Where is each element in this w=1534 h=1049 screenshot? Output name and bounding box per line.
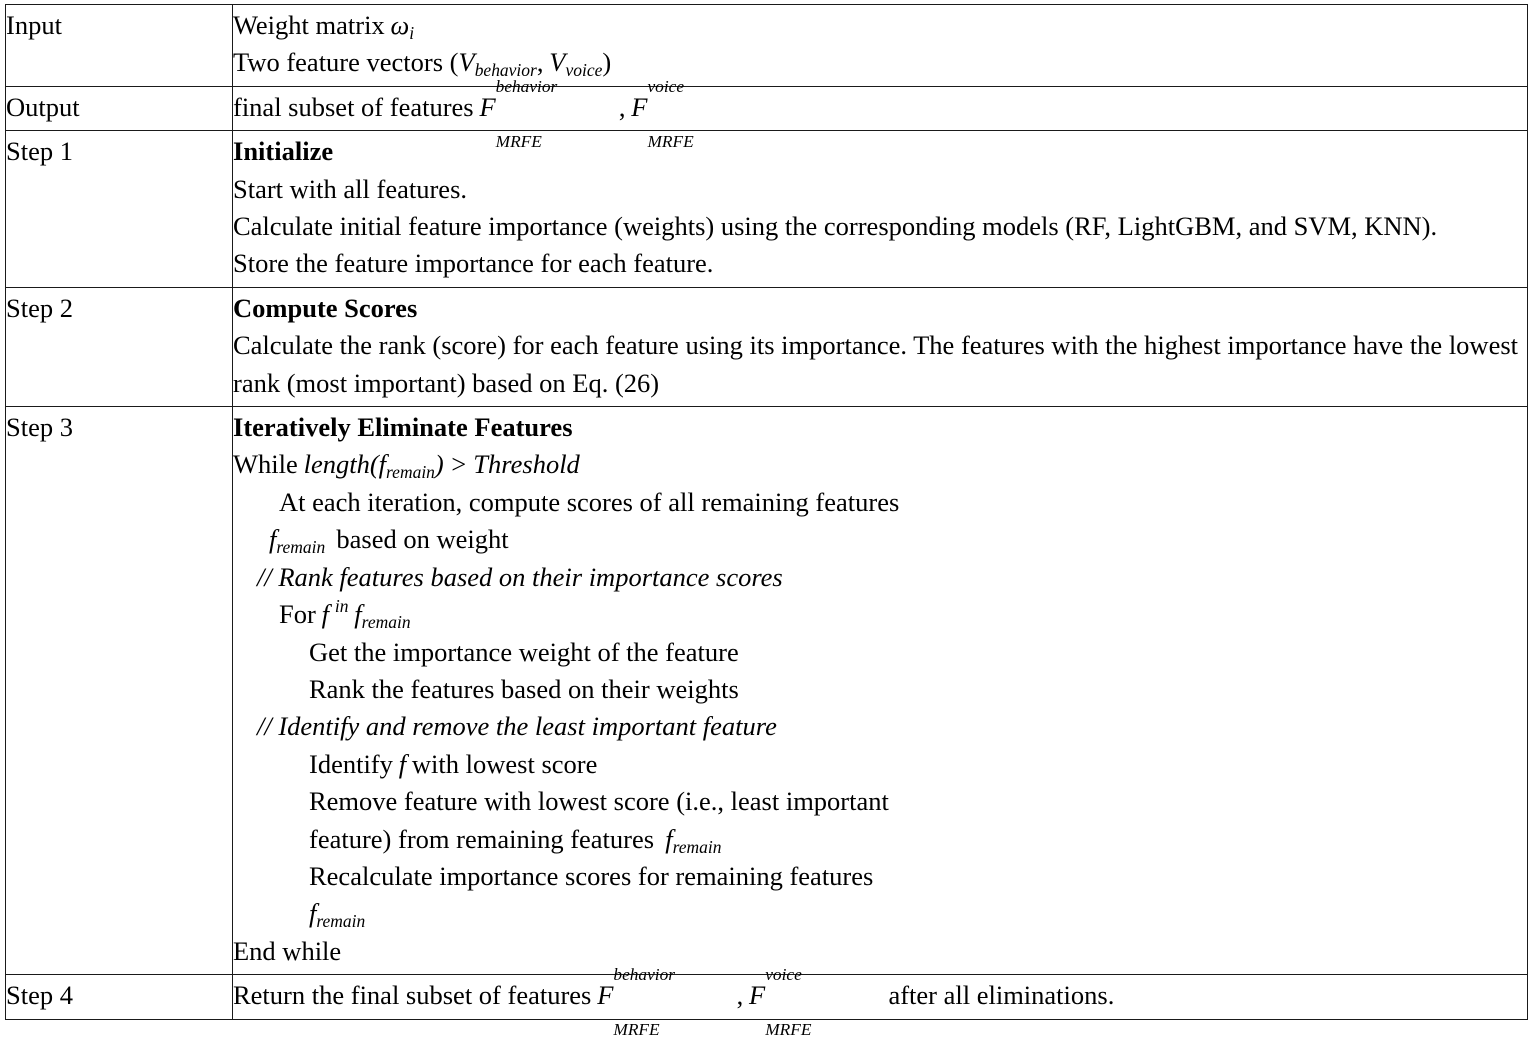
table-row-output — [6, 86, 1528, 130]
f-subscript-remain: remain — [672, 836, 722, 857]
input-line-feature-vectors-prefix: Two feature vectors ( — [233, 47, 459, 78]
f-symbol-behavior: F — [479, 91, 496, 122]
algorithm-table — [5, 4, 1528, 1040]
row-body-input — [233, 5, 1528, 87]
f-subscript-remain: remain — [386, 462, 435, 483]
label-text: Input — [6, 10, 62, 40]
f-symbol: f — [665, 823, 673, 854]
f-superscript-voice: voice — [647, 76, 685, 96]
step3-line-fremain-weight — [233, 521, 1527, 558]
output-comma: , — [618, 91, 626, 122]
f-subscript-remain: remain — [316, 911, 366, 932]
table-row-step4 — [6, 975, 1528, 1019]
f-superscript-behavior: behavior — [613, 965, 676, 984]
input-close-paren: ) — [602, 47, 612, 78]
input-line-feature-vectors — [233, 44, 1527, 81]
label-text: Step 1 — [6, 136, 73, 167]
step3-line-end-while: End while — [233, 935, 342, 966]
row-body-step1 — [233, 131, 1528, 288]
table-row-step3 — [6, 407, 1528, 975]
input-line-weight-matrix-text: Weight matrix — [233, 10, 385, 40]
open-paren: ( — [369, 449, 379, 480]
f-symbol: f — [398, 748, 407, 779]
step3-line-at-each-iteration: At each iteration, compute scores of all remaining features — [279, 486, 900, 517]
row-body-output — [233, 76, 1528, 151]
f-subscript-remain: remain — [276, 537, 326, 558]
step3-line-fremain-alone — [233, 895, 1527, 932]
step1-line-3: Store the feature importance for each feature. — [233, 248, 714, 279]
row-label-step4 — [6, 975, 233, 1019]
step3-line-identify-lowest — [233, 746, 1527, 783]
step3-line-feature-from-remaining — [233, 821, 1527, 858]
in-keyword: in — [334, 596, 349, 617]
v-subscript-voice: voice — [565, 60, 603, 81]
f-subscript-remain: remain — [361, 611, 411, 632]
input-line-weight-matrix — [233, 7, 1527, 44]
threshold-symbol: Threshold — [473, 449, 580, 480]
step1-line-1: Start with all features. — [233, 173, 468, 204]
f-subscript-mrfe: MRFE — [765, 1020, 812, 1040]
f-symbol: f — [378, 449, 387, 480]
step3-comment-rank-features: // Rank features based on their importance scores — [257, 561, 783, 592]
v-symbol-behavior: V — [458, 47, 475, 78]
input-comma: , — [536, 47, 544, 78]
step4-comma: , — [736, 980, 744, 1011]
step4-suffix: after all eliminations. — [888, 980, 1115, 1011]
f-symbol: f — [321, 599, 330, 630]
f-superscript-voice: voice — [765, 965, 802, 984]
step3-line-recalculate: Recalculate importance scores for remaining features — [309, 860, 874, 891]
step3-heading: Iteratively Eliminate Features — [233, 412, 573, 443]
row-label-step2 — [6, 287, 233, 406]
step3-line-get-importance: Get the importance weight of the feature — [309, 636, 739, 667]
row-body-step2 — [233, 287, 1528, 406]
step3-for-line — [233, 596, 1527, 633]
step4-prefix: Return the final subset of features — [233, 980, 592, 1011]
length-function: length — [303, 449, 370, 480]
omega-symbol: ω — [390, 10, 410, 40]
step3-while-keyword: While — [233, 449, 298, 480]
greater-than-operator: > — [449, 449, 468, 480]
f-superscript-behavior: behavior — [495, 76, 558, 96]
label-text: Step 4 — [6, 980, 73, 1011]
output-line-prefix: final subset of features — [233, 91, 474, 122]
close-paren: ) — [434, 449, 444, 480]
f-symbol: f — [269, 524, 277, 555]
output-line-final-subset — [233, 76, 1527, 151]
step3-comment-identify-remove: // Identify and remove the least important feature — [257, 711, 777, 742]
step1-heading: Initialize — [233, 136, 334, 167]
row-body-step3 — [233, 407, 1528, 975]
step3-identify-suffix: with lowest score — [411, 748, 598, 779]
label-text: Output — [6, 91, 80, 122]
step4-line-return — [233, 965, 1527, 1040]
step2-heading: Compute Scores — [233, 292, 418, 323]
row-body-step4 — [233, 965, 1528, 1040]
row-label-output — [6, 86, 233, 130]
f-symbol-voice: F — [749, 980, 766, 1011]
v-subscript-behavior: behavior — [474, 60, 537, 81]
step3-line-fremain-weight-text: based on weight — [336, 524, 509, 555]
table-row-step2 — [6, 287, 1528, 406]
step3-identify-prefix: Identify — [309, 748, 393, 779]
label-text: Step 2 — [6, 292, 73, 323]
table-row-step1 — [6, 131, 1528, 288]
omega-subscript: i — [409, 22, 415, 43]
label-text: Step 3 — [6, 412, 73, 443]
step3-line-remove-feature: Remove feature with lowest score (i.e., least important — [309, 786, 889, 817]
f-symbol-behavior: F — [597, 980, 614, 1011]
step3-for-keyword: For — [279, 599, 316, 630]
step3-while-line — [233, 446, 1527, 483]
table-row-input — [6, 5, 1528, 87]
f-symbol: f — [354, 599, 362, 630]
f-subscript-mrfe: MRFE — [495, 131, 542, 151]
f-subscript-mrfe: MRFE — [613, 1020, 660, 1040]
row-label-step3 — [6, 407, 233, 975]
f-symbol: f — [309, 898, 317, 929]
f-subscript-mrfe: MRFE — [647, 131, 694, 151]
step3-line-rank-features: Rank the features based on their weights — [309, 673, 739, 704]
step1-line-2: Calculate initial feature importance (weights) using the corresponding models (RF, LightGBM, and SVM, KNN). — [233, 211, 1438, 242]
step3-feature-from-remaining-text: feature) from remaining features — [309, 823, 655, 854]
step2-line-1: Calculate the rank (score) for each feature using its importance. The features with the highest importance have the lowest rank (most important) based on Eq. (26) — [233, 330, 1519, 398]
v-symbol-voice: V — [549, 47, 566, 78]
f-symbol-voice: F — [631, 91, 648, 122]
row-label-input — [6, 5, 233, 87]
row-label-step1 — [6, 131, 233, 288]
